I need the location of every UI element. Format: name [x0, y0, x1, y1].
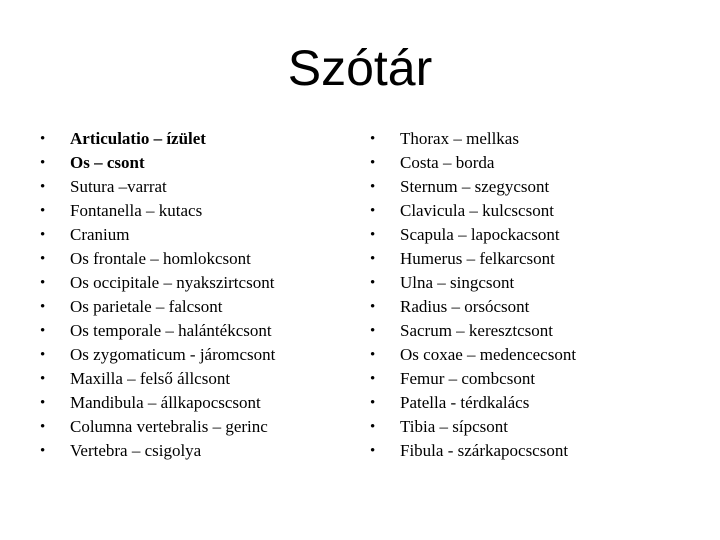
list-item [370, 175, 700, 199]
list-item-text: Femur – combcsont [400, 369, 536, 388]
bullet-icon: • [370, 323, 376, 339]
bullet-icon: • [40, 347, 46, 363]
list-item [370, 415, 700, 439]
left-vocabulary-list [40, 127, 340, 463]
slide-title: Szótár [287, 40, 433, 96]
list-item-text: Sutura –varrat [70, 177, 167, 196]
list-item [40, 319, 340, 343]
bullet-icon: • [40, 227, 46, 243]
list-item-text: Ulna – singcsont [400, 273, 515, 292]
bullet-icon: • [40, 299, 46, 315]
list-item [370, 391, 700, 415]
list-item-text: Thorax – mellkas [400, 129, 519, 148]
list-item-text: Tibia – sípcsont [400, 417, 509, 436]
list-item-text: Mandibula – állkapocscsont [70, 393, 261, 412]
list-item-text: Costa – borda [400, 153, 495, 172]
list-item [370, 247, 700, 271]
bullet-icon: • [40, 203, 46, 219]
bullet-icon: • [40, 371, 46, 387]
list-item [370, 271, 700, 295]
list-item-text: Os coxae – medencecsont [400, 345, 577, 364]
bullet-icon: • [40, 275, 46, 291]
list-item [40, 223, 340, 247]
bullet-icon: • [370, 251, 376, 267]
right-vocabulary-list [370, 127, 700, 463]
list-item [40, 439, 340, 463]
list-item [40, 343, 340, 367]
list-item [40, 127, 340, 151]
list-item [40, 391, 340, 415]
bullet-icon: • [40, 251, 46, 267]
bullet-icon: • [40, 323, 46, 339]
list-item-text: Maxilla – felső állcsont [70, 369, 231, 388]
bullet-icon: • [370, 443, 376, 459]
bullet-icon: • [40, 443, 46, 459]
bullet-icon: • [370, 227, 376, 243]
list-item-text: Patella - térdkalács [400, 393, 530, 412]
bullet-icon: • [370, 299, 376, 315]
list-item [370, 319, 700, 343]
bullet-icon: • [40, 155, 46, 171]
list-item [40, 175, 340, 199]
list-item-text: Cranium [70, 225, 130, 244]
list-item-text: Sacrum – keresztcsont [400, 321, 553, 340]
list-item-text: Fontanella – kutacs [70, 201, 203, 220]
list-item-text: Os frontale – homlokcsont [70, 249, 251, 268]
list-item-text: Articulatio – ízület [70, 129, 206, 148]
list-item-text: Os zygomaticum - járomcsont [70, 345, 276, 364]
list-item-text: Sternum – szegycsont [400, 177, 550, 196]
list-item [370, 127, 700, 151]
bullet-icon: • [370, 347, 376, 363]
list-item-text: Humerus – felkarcsont [400, 249, 555, 268]
list-item [370, 295, 700, 319]
bullet-icon: • [370, 155, 376, 171]
bullet-icon: • [40, 395, 46, 411]
bullet-icon: • [370, 419, 376, 435]
bullet-icon: • [370, 203, 376, 219]
list-item-text: Os occipitale – nyakszirtcsont [70, 273, 275, 292]
list-item [40, 367, 340, 391]
bullet-icon: • [40, 179, 46, 195]
list-item-text: Radius – orsócsont [400, 297, 530, 316]
list-item [40, 271, 340, 295]
list-item [40, 415, 340, 439]
list-item [370, 367, 700, 391]
list-item [370, 223, 700, 247]
list-item [40, 199, 340, 223]
list-item-text: Os parietale – falcsont [70, 297, 223, 316]
bullet-icon: • [370, 275, 376, 291]
bullet-icon: • [370, 179, 376, 195]
list-item-text: Os temporale – halántékcsont [70, 321, 272, 340]
list-item-text: Columna vertebralis – gerinc [70, 417, 268, 436]
bullet-icon: • [40, 419, 46, 435]
list-item [370, 439, 700, 463]
bullet-icon: • [370, 131, 376, 147]
list-item [40, 151, 340, 175]
list-item [40, 247, 340, 271]
list-item [370, 343, 700, 367]
list-item-text: Clavicula – kulcscsont [400, 201, 554, 220]
list-item-text: Fibula - szárkapocscsont [400, 441, 569, 460]
bullet-icon: • [40, 131, 46, 147]
list-item-text: Scapula – lapockacsont [400, 225, 560, 244]
list-item-text: Os – csont [70, 153, 145, 172]
list-item [370, 199, 700, 223]
list-item [370, 151, 700, 175]
bullet-icon: • [370, 371, 376, 387]
bullet-icon: • [370, 395, 376, 411]
list-item-text: Vertebra – csigolya [70, 441, 202, 460]
list-item [40, 295, 340, 319]
